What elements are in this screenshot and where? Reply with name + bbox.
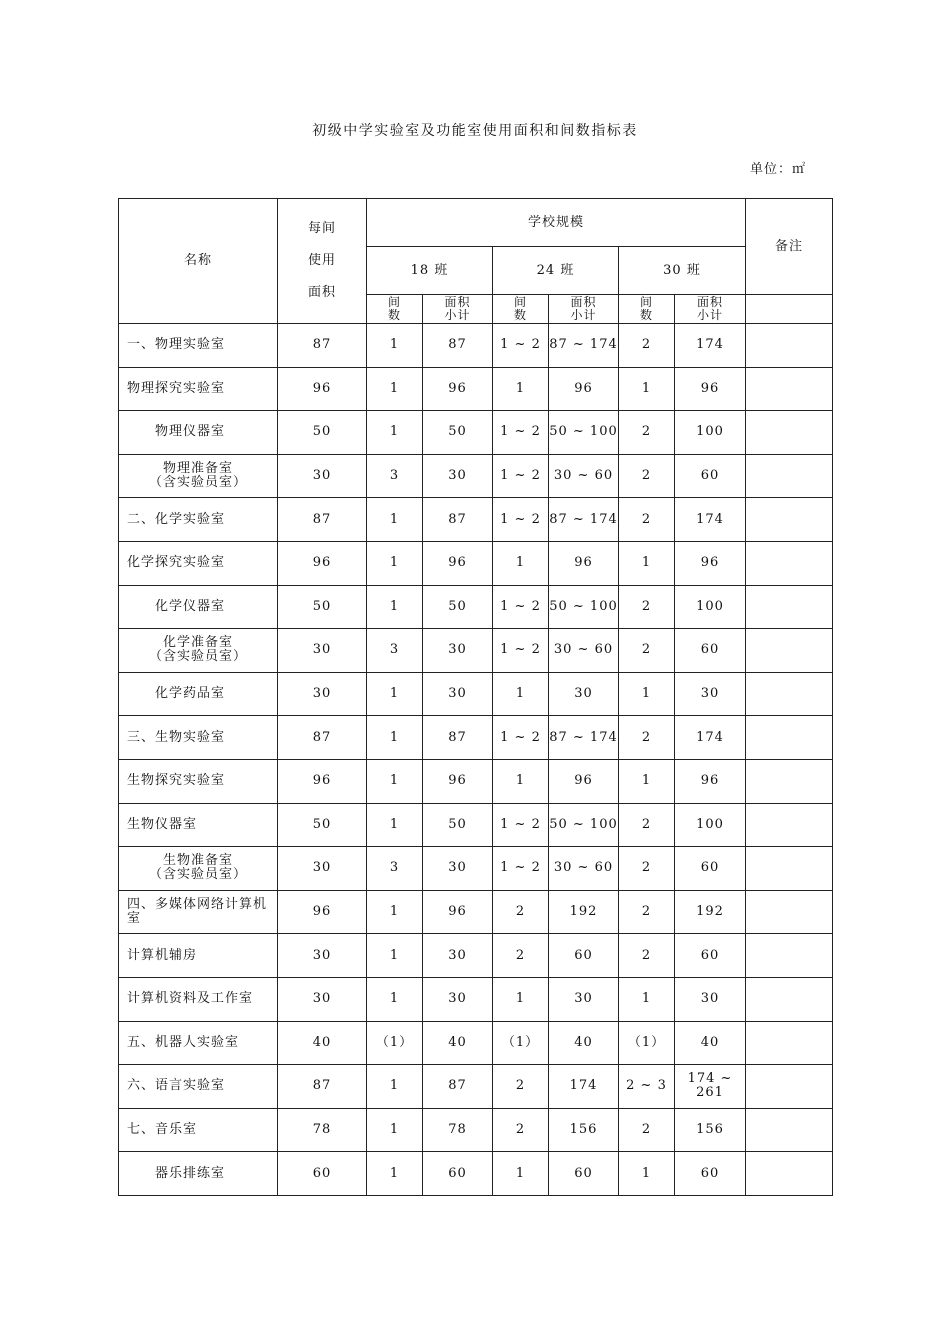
count-30-cell: 2 — [619, 1108, 675, 1152]
room-name-line: 生物探究实验室 — [127, 773, 226, 789]
count-24-cell: 1 ~ 2 — [493, 498, 549, 542]
count-30-cell: 2 — [619, 629, 675, 673]
subtotal-24-cell: 174 — [549, 1065, 619, 1109]
subtotal-18-cell: 87 — [423, 1065, 493, 1109]
room-name-cell — [119, 1021, 278, 1065]
room-name-line: 物理仪器室 — [155, 424, 226, 440]
header-name: 名称 — [119, 199, 278, 324]
remarks-cell — [746, 934, 833, 978]
remarks-cell — [746, 367, 833, 411]
subtotal-24-cell: 30 ~ 60 — [549, 847, 619, 891]
count-24-cell: 2 — [493, 890, 549, 934]
count-30-cell: 1 — [619, 977, 675, 1021]
count-18-cell: 3 — [367, 847, 423, 891]
area-label-1: 面积 — [444, 295, 471, 309]
subtotal-30-cell: 156 — [675, 1108, 746, 1152]
room-name-cell — [119, 541, 278, 585]
room-name-line: 生物准备室 — [162, 853, 233, 869]
count-18-cell: 1 — [367, 324, 423, 368]
count-24-cell: 1 ~ 2 — [493, 629, 549, 673]
count-24-cell: 1 ~ 2 — [493, 454, 549, 498]
remarks-cell — [746, 411, 833, 455]
subtotal-24-cell: 60 — [549, 1152, 619, 1196]
room-name-cell — [119, 890, 278, 934]
subtotal-18-cell: 30 — [423, 454, 493, 498]
subtotal-18-cell: 96 — [423, 541, 493, 585]
header-count-18 — [367, 295, 423, 324]
room-name-line: 计算机辅房 — [127, 947, 198, 963]
count-18-cell: 1 — [367, 1108, 423, 1152]
count-24-cell: 1 ~ 2 — [493, 803, 549, 847]
count-30-cell: 1 — [619, 541, 675, 585]
subtotal-24-cell: 50 ~ 100 — [549, 411, 619, 455]
count-30-cell: 1 — [619, 759, 675, 803]
header-scale-18: 18 班 — [367, 247, 493, 295]
area-per-room-cell: 78 — [278, 1108, 367, 1152]
area-per-room-cell: 96 — [278, 759, 367, 803]
count-label-1: 间 — [639, 295, 653, 309]
remarks-cell — [746, 1021, 833, 1065]
area-per-room-cell: 96 — [278, 367, 367, 411]
room-name-line: （含实验员室） — [148, 475, 247, 491]
area-per-room-cell: 60 — [278, 1152, 367, 1196]
subtotal-18-cell: 30 — [423, 629, 493, 673]
count-18-cell: 1 — [367, 1152, 423, 1196]
subtotal-18-cell: 30 — [423, 934, 493, 978]
remarks-cell — [746, 324, 833, 368]
subtotal-18-cell: 87 — [423, 498, 493, 542]
subtotal-18-cell: 40 — [423, 1021, 493, 1065]
count-18-cell: 1 — [367, 411, 423, 455]
header-remarks: 备注 — [746, 199, 833, 295]
area-per-room-cell: 50 — [278, 585, 367, 629]
count-24-cell: 1 ~ 2 — [493, 324, 549, 368]
subtotal-24-cell: 87 ~ 174 — [549, 498, 619, 542]
count-24-cell: 1 ~ 2 — [493, 716, 549, 760]
area-per-room-cell: 96 — [278, 541, 367, 585]
area-per-room-cell: 30 — [278, 629, 367, 673]
header-count-24 — [493, 295, 549, 324]
subtotal-24-cell: 30 — [549, 977, 619, 1021]
count-18-cell: 3 — [367, 629, 423, 673]
subtotal-30-cell: 60 — [675, 629, 746, 673]
subtotal-18-cell: 60 — [423, 1152, 493, 1196]
room-name-cell — [119, 367, 278, 411]
subtotal-24-cell: 87 ~ 174 — [549, 324, 619, 368]
table-row — [119, 977, 833, 1021]
subtotal-24-cell: 30 ~ 60 — [549, 454, 619, 498]
subtotal-18-cell: 30 — [423, 847, 493, 891]
area-per-room-cell: 30 — [278, 454, 367, 498]
count-30-cell: 2 — [619, 803, 675, 847]
header-subtotal-18 — [423, 295, 493, 324]
header-school-scale: 学校规模 — [367, 199, 746, 247]
subtotal-18-cell: 96 — [423, 367, 493, 411]
count-30-cell: 2 — [619, 324, 675, 368]
count-24-cell: 2 — [493, 1065, 549, 1109]
remarks-cell — [746, 890, 833, 934]
count-18-cell: 3 — [367, 454, 423, 498]
subtotal-30-cell: 174 — [675, 498, 746, 542]
table-row — [119, 1152, 833, 1196]
table-row — [119, 716, 833, 760]
count-24-cell: 2 — [493, 1108, 549, 1152]
room-name-cell — [119, 498, 278, 542]
area-per-room-cell: 87 — [278, 1065, 367, 1109]
subtotal-18-cell: 50 — [423, 411, 493, 455]
subtotal-30-cell: 96 — [675, 541, 746, 585]
count-18-cell: 1 — [367, 672, 423, 716]
area-per-room-cell: 40 — [278, 1021, 367, 1065]
remarks-cell — [746, 672, 833, 716]
remarks-cell — [746, 1065, 833, 1109]
area-per-room-cell: 30 — [278, 977, 367, 1021]
count-18-cell: 1 — [367, 977, 423, 1021]
subtotal-18-cell: 96 — [423, 890, 493, 934]
room-name-cell — [119, 1152, 278, 1196]
count-30-cell: 2 — [619, 890, 675, 934]
table-row — [119, 324, 833, 368]
area-per-room-cell: 87 — [278, 498, 367, 542]
count-label-1: 间 — [387, 295, 401, 309]
count-24-cell: 1 — [493, 977, 549, 1021]
area-per-room-cell: 30 — [278, 847, 367, 891]
count-18-cell: 1 — [367, 716, 423, 760]
remarks-cell — [746, 716, 833, 760]
remarks-cell — [746, 759, 833, 803]
count-24-cell: 1 — [493, 541, 549, 585]
count-24-cell: 2 — [493, 934, 549, 978]
header-subtotal-24 — [549, 295, 619, 324]
area-per-room-cell: 30 — [278, 672, 367, 716]
remarks-cell — [746, 498, 833, 542]
table-row — [119, 585, 833, 629]
subtotal-24-cell: 30 — [549, 672, 619, 716]
header-area-line-3: 面积 — [307, 285, 336, 300]
room-name-line: 七、音乐室 — [127, 1121, 198, 1137]
count-30-cell: 2 — [619, 454, 675, 498]
subtotal-30-cell: 174 ~ 261 — [675, 1065, 746, 1109]
subtotal-30-cell: 60 — [675, 1152, 746, 1196]
subtotal-30-cell: 100 — [675, 585, 746, 629]
header-scale-30: 30 班 — [619, 247, 746, 295]
subtotal-18-cell: 50 — [423, 803, 493, 847]
room-name-line: 四、多媒体网络计算机 — [127, 897, 268, 913]
room-name-line: 计算机资料及工作室 — [127, 991, 254, 1007]
count-24-cell: 1 — [493, 367, 549, 411]
subtotal-24-cell: 30 ~ 60 — [549, 629, 619, 673]
area-label-1: 面积 — [570, 295, 597, 309]
header-remarks-blank — [746, 295, 833, 324]
room-name-line: 化学仪器室 — [155, 598, 226, 614]
room-name-line: 一、物理实验室 — [127, 337, 226, 353]
remarks-cell — [746, 541, 833, 585]
count-18-cell: 1 — [367, 498, 423, 542]
room-name-line: （含实验员室） — [148, 867, 247, 883]
table-body — [119, 324, 833, 1196]
area-per-room-cell: 50 — [278, 411, 367, 455]
count-24-cell: 1 ~ 2 — [493, 411, 549, 455]
table-row — [119, 629, 833, 673]
subtotal-24-cell: 192 — [549, 890, 619, 934]
table-row — [119, 411, 833, 455]
room-name-cell — [119, 759, 278, 803]
count-18-cell: 1 — [367, 1065, 423, 1109]
subtotal-24-cell: 60 — [549, 934, 619, 978]
table-row — [119, 541, 833, 585]
count-24-cell: 1 — [493, 759, 549, 803]
subtotal-24-cell: 87 ~ 174 — [549, 716, 619, 760]
count-18-cell: 1 — [367, 585, 423, 629]
subtotal-18-cell: 78 — [423, 1108, 493, 1152]
area-label-1: 面积 — [697, 295, 724, 309]
area-label-2: 小计 — [697, 308, 724, 322]
count-30-cell: 2 — [619, 847, 675, 891]
count-18-cell: 1 — [367, 759, 423, 803]
remarks-cell — [746, 585, 833, 629]
count-18-cell: （1） — [367, 1021, 423, 1065]
remarks-cell — [746, 977, 833, 1021]
header-area-line-2: 使用 — [307, 253, 336, 268]
subtotal-18-cell: 96 — [423, 759, 493, 803]
count-30-cell: 1 — [619, 672, 675, 716]
room-name-line: （含实验员室） — [148, 649, 247, 665]
subtotal-24-cell: 96 — [549, 367, 619, 411]
table-row — [119, 934, 833, 978]
subtotal-30-cell: 174 — [675, 716, 746, 760]
count-30-cell: 1 — [619, 367, 675, 411]
count-18-cell: 1 — [367, 541, 423, 585]
table-row — [119, 803, 833, 847]
area-per-room-cell: 30 — [278, 934, 367, 978]
room-name-line: 生物仪器室 — [127, 816, 198, 832]
count-24-cell: （1） — [493, 1021, 549, 1065]
room-name-cell — [119, 803, 278, 847]
room-name-line: 化学准备室 — [162, 635, 233, 651]
header-row-1 — [119, 199, 833, 247]
subtotal-30-cell: 100 — [675, 411, 746, 455]
subtotal-30-cell: 96 — [675, 759, 746, 803]
subtotal-30-cell: 40 — [675, 1021, 746, 1065]
table-row — [119, 1108, 833, 1152]
count-label-1: 间 — [513, 295, 527, 309]
count-30-cell: 2 — [619, 716, 675, 760]
remarks-cell — [746, 1152, 833, 1196]
subtotal-30-cell: 60 — [675, 454, 746, 498]
subtotal-30-cell: 30 — [675, 977, 746, 1021]
subtotal-30-cell: 174 — [675, 324, 746, 368]
count-18-cell: 1 — [367, 367, 423, 411]
room-name-line: 物理准备室 — [162, 461, 233, 477]
count-30-cell: 2 — [619, 411, 675, 455]
count-18-cell: 1 — [367, 803, 423, 847]
subtotal-24-cell: 156 — [549, 1108, 619, 1152]
room-name-cell — [119, 977, 278, 1021]
count-label-2: 数 — [387, 308, 401, 322]
room-name-line: 二、化学实验室 — [127, 511, 226, 527]
room-name-cell — [119, 411, 278, 455]
subtotal-24-cell: 50 ~ 100 — [549, 585, 619, 629]
table-row — [119, 672, 833, 716]
subtotal-24-cell: 96 — [549, 541, 619, 585]
room-name-line: 物理探究实验室 — [127, 380, 226, 396]
remarks-cell — [746, 629, 833, 673]
count-24-cell: 1 ~ 2 — [493, 585, 549, 629]
count-18-cell: 1 — [367, 890, 423, 934]
table-row — [119, 890, 833, 934]
area-per-room-cell: 87 — [278, 716, 367, 760]
table-row — [119, 498, 833, 542]
room-name-cell — [119, 324, 278, 368]
header-count-30 — [619, 295, 675, 324]
subtotal-24-cell: 96 — [549, 759, 619, 803]
area-per-room-cell: 87 — [278, 324, 367, 368]
room-name-cell — [119, 716, 278, 760]
document-title: 初级中学实验室及功能室使用面积和间数指标表 — [312, 123, 638, 139]
area-per-room-cell: 96 — [278, 890, 367, 934]
room-name-cell — [119, 847, 278, 891]
room-name-line: 化学药品室 — [155, 686, 226, 702]
room-name-line: 三、生物实验室 — [127, 729, 226, 745]
room-name-cell — [119, 934, 278, 978]
count-30-cell: 2 ~ 3 — [619, 1065, 675, 1109]
table-row — [119, 1065, 833, 1109]
subtotal-24-cell: 40 — [549, 1021, 619, 1065]
remarks-cell — [746, 454, 833, 498]
count-30-cell: 2 — [619, 585, 675, 629]
header-area-line-1: 每间 — [307, 221, 336, 236]
area-label-2: 小计 — [444, 308, 471, 322]
room-name-line: 六、语言实验室 — [127, 1078, 226, 1094]
subtotal-24-cell: 50 ~ 100 — [549, 803, 619, 847]
subtotal-30-cell: 60 — [675, 847, 746, 891]
subtotal-18-cell: 50 — [423, 585, 493, 629]
count-24-cell: 1 — [493, 672, 549, 716]
room-name-line: 室 — [127, 911, 142, 927]
subtotal-18-cell: 30 — [423, 977, 493, 1021]
subtotal-30-cell: 100 — [675, 803, 746, 847]
header-area-per-room — [278, 199, 367, 324]
subtotal-18-cell: 30 — [423, 672, 493, 716]
subtotal-30-cell: 30 — [675, 672, 746, 716]
room-name-cell — [119, 454, 278, 498]
table-row — [119, 759, 833, 803]
room-name-line: 器乐排练室 — [155, 1165, 226, 1181]
room-name-cell — [119, 629, 278, 673]
subtotal-30-cell: 60 — [675, 934, 746, 978]
count-30-cell: 2 — [619, 498, 675, 542]
table-row — [119, 1021, 833, 1065]
table-row — [119, 847, 833, 891]
count-30-cell: 2 — [619, 934, 675, 978]
count-24-cell: 1 — [493, 1152, 549, 1196]
count-30-cell: 1 — [619, 1152, 675, 1196]
subtotal-18-cell: 87 — [423, 716, 493, 760]
room-name-cell — [119, 585, 278, 629]
remarks-cell — [746, 1108, 833, 1152]
count-18-cell: 1 — [367, 934, 423, 978]
room-name-cell — [119, 1065, 278, 1109]
header-subtotal-30 — [675, 295, 746, 324]
count-24-cell: 1 ~ 2 — [493, 847, 549, 891]
subtotal-30-cell: 96 — [675, 367, 746, 411]
remarks-cell — [746, 847, 833, 891]
remarks-cell — [746, 803, 833, 847]
header-scale-24: 24 班 — [493, 247, 619, 295]
count-label-2: 数 — [639, 308, 653, 322]
room-name-cell — [119, 1108, 278, 1152]
table-row — [119, 454, 833, 498]
unit-label: 单位：㎡ — [750, 162, 807, 177]
subtotal-18-cell: 87 — [423, 324, 493, 368]
count-30-cell: （1） — [619, 1021, 675, 1065]
area-per-room-cell: 50 — [278, 803, 367, 847]
room-name-line: 五、机器人实验室 — [127, 1034, 240, 1050]
count-label-2: 数 — [513, 308, 527, 322]
area-label-2: 小计 — [570, 308, 597, 322]
subtotal-30-cell: 192 — [675, 890, 746, 934]
room-name-line: 化学探究实验室 — [127, 555, 226, 571]
area-index-table — [118, 198, 833, 1196]
table-row — [119, 367, 833, 411]
room-name-cell — [119, 672, 278, 716]
